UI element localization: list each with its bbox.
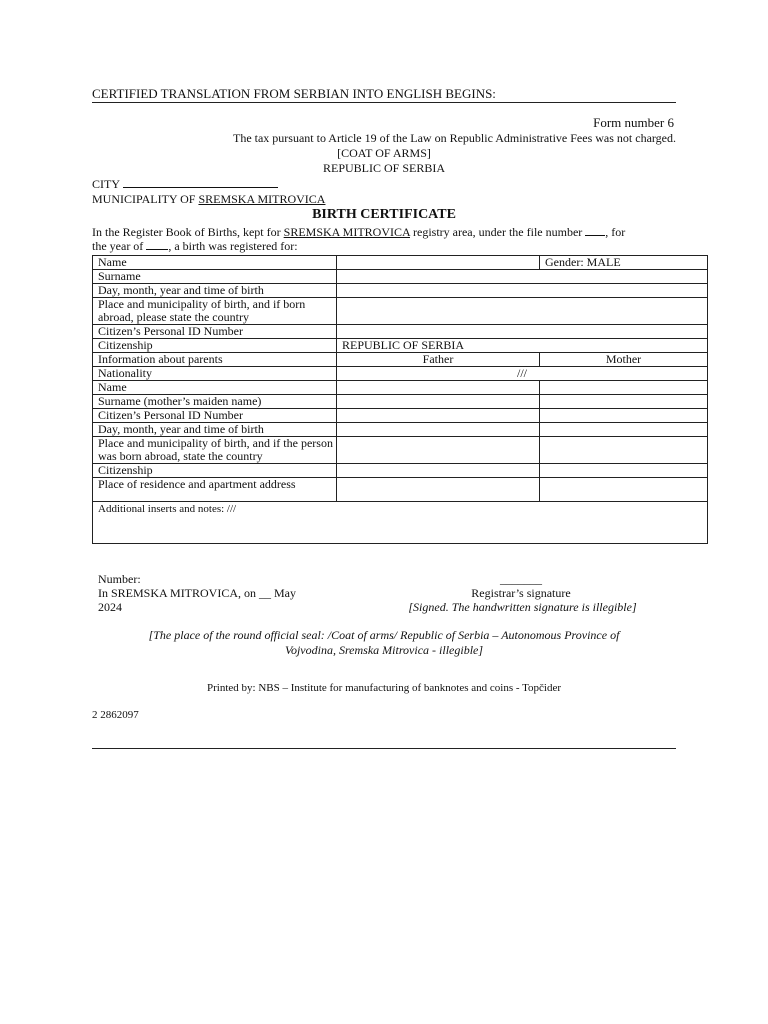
intro-text-5: , a birth was registered for:	[168, 239, 298, 253]
year-blank	[146, 249, 168, 250]
mother-pid	[540, 409, 708, 423]
name-value	[337, 256, 540, 270]
table-row	[93, 437, 708, 464]
city-line	[92, 177, 278, 191]
table-row	[93, 409, 708, 423]
registrar-label: Registrar’s signature	[471, 586, 571, 600]
mother-residence	[540, 478, 708, 502]
intro-text-3: , for	[605, 225, 626, 239]
table-row	[93, 284, 708, 298]
intro-paragraph	[92, 225, 682, 253]
table-row	[93, 381, 708, 395]
intro-text-2: registry area, under the file number	[413, 225, 583, 239]
additional-notes: Additional inserts and notes: ///	[93, 502, 708, 544]
father-pid	[337, 409, 540, 423]
form-number: Form number 6	[593, 115, 674, 130]
place-date-line-2: 2024	[98, 600, 122, 614]
place-date-line-1: In SREMSKA MITROVICA, on __ May	[98, 586, 297, 600]
table-row	[93, 256, 708, 270]
republic-name: REPUBLIC OF SERBIA	[322, 161, 446, 175]
intro-text-4: the year of	[92, 239, 144, 253]
intro-area: SREMSKA MITROVICA	[283, 225, 410, 239]
seal-note-line-1: [The place of the round official seal: /Coat of arms/ Republic of Serbia – Autonomous Province of	[148, 628, 620, 642]
tax-note: The tax pursuant to Article 19 of the Law on Republic Administrative Fees was not charged.	[232, 131, 676, 145]
parent-pid-label: Citizen’s Personal ID Number	[93, 409, 337, 423]
serial-number: 2 2862097	[92, 709, 139, 721]
dob-value	[337, 284, 708, 298]
father-header: Father	[337, 353, 540, 367]
pob-label: Place and municipality of birth, and if born abroad, please state the country	[93, 298, 337, 325]
parent-dob-label: Day, month, year and time of birth	[93, 423, 337, 437]
table-row	[93, 367, 708, 381]
dob-label: Day, month, year and time of birth	[93, 284, 337, 298]
parent-surname-label: Surname (mother’s maiden name)	[93, 395, 337, 409]
citizenship-value: REPUBLIC OF SERBIA	[337, 339, 708, 353]
father-surname	[337, 395, 540, 409]
surname-value	[337, 270, 708, 284]
municipality-label: MUNICIPALITY OF	[92, 192, 196, 206]
father-dob	[337, 423, 540, 437]
father-residence	[337, 478, 540, 502]
surname-label: Surname	[93, 270, 337, 284]
nationality-label: Nationality	[93, 367, 337, 381]
parent-name-label: Name	[93, 381, 337, 395]
table-row	[93, 339, 708, 353]
municipality-name: SREMSKA MITROVICA	[198, 192, 326, 206]
mother-pob	[540, 437, 708, 464]
mother-citizenship	[540, 464, 708, 478]
mother-surname	[540, 395, 708, 409]
intro-text-1: In the Register Book of Births, kept for	[92, 225, 281, 239]
translation-header: CERTIFIED TRANSLATION FROM SERBIAN INTO ENGLISH BEGINS:	[92, 86, 496, 101]
table-row	[93, 325, 708, 339]
document-title: BIRTH CERTIFICATE	[312, 207, 456, 222]
mother-name	[540, 381, 708, 395]
municipality-line	[92, 192, 325, 206]
city-label: CITY	[92, 177, 120, 191]
file-number-blank	[585, 235, 605, 236]
table-row	[93, 478, 708, 502]
parent-pob-label: Place and municipality of birth, and if the person was born abroad, state the country	[93, 437, 337, 464]
signature-line: _______	[500, 572, 542, 586]
parent-citizenship-label: Citizenship	[93, 464, 337, 478]
pid-label: Citizen’s Personal ID Number	[93, 325, 337, 339]
table-row	[93, 270, 708, 284]
parents-label: Information about parents	[93, 353, 337, 367]
father-name	[337, 381, 540, 395]
nationality-value: ///	[337, 367, 708, 381]
number-label: Number:	[98, 572, 141, 586]
citizenship-label: Citizenship	[93, 339, 337, 353]
table-row	[93, 353, 708, 367]
coat-of-arms: [COAT OF ARMS]	[337, 146, 431, 160]
table-row	[93, 502, 708, 544]
father-pob	[337, 437, 540, 464]
birth-certificate-table	[92, 255, 708, 544]
seal-note-line-2: Vojvodina, Sremska Mitrovica - illegible]	[284, 643, 484, 657]
gender-cell: Gender: MALE	[540, 256, 708, 270]
name-label: Name	[93, 256, 337, 270]
mother-header: Mother	[540, 353, 708, 367]
footer-rule	[92, 748, 676, 749]
parent-residence-label: Place of residence and apartment address	[93, 478, 337, 502]
table-row	[93, 423, 708, 437]
signed-note: [Signed. The handwritten signature is illegible]	[408, 600, 637, 614]
table-row	[93, 464, 708, 478]
city-blank	[123, 187, 278, 188]
table-row	[93, 395, 708, 409]
mother-dob	[540, 423, 708, 437]
printed-by: Printed by: NBS – Institute for manufacturing of banknotes and coins - Topčider	[206, 682, 561, 694]
header-rule	[92, 102, 676, 103]
table-row	[93, 298, 708, 325]
father-citizenship	[337, 464, 540, 478]
pid-value	[337, 325, 708, 339]
pob-value	[337, 298, 708, 325]
